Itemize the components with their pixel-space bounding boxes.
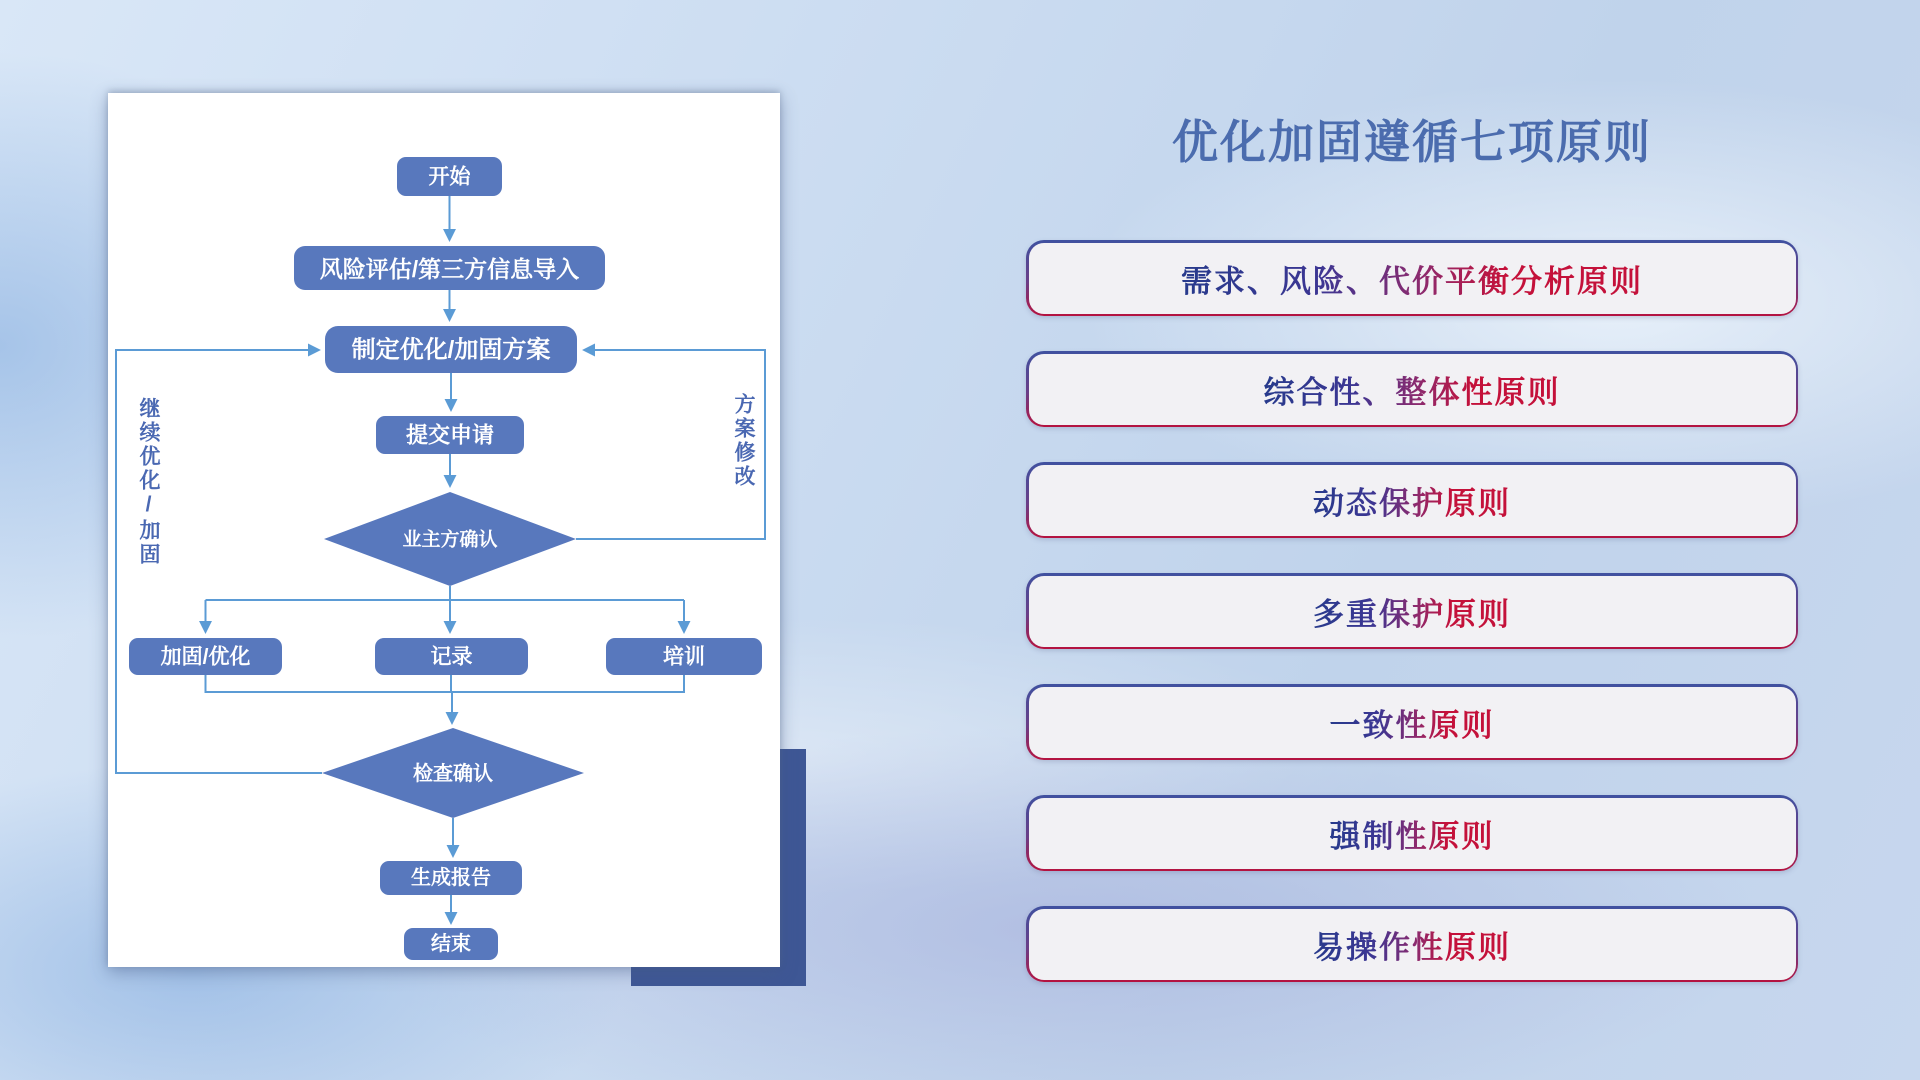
principle-label: 易操作性原则 xyxy=(1313,922,1511,967)
principle-label: 多重保护原则 xyxy=(1313,589,1511,634)
risk-import-node-label: 风险评估/第三方信息导入 xyxy=(319,256,580,282)
record-label: 记录 xyxy=(430,645,473,669)
principles-list xyxy=(1026,240,1798,1017)
principle-pill-inner xyxy=(1029,576,1796,647)
principle-pill xyxy=(1026,240,1798,316)
principle-label: 强制性原则 xyxy=(1330,811,1495,856)
page-title: 优化加固遵循七项原则 xyxy=(1172,116,1652,168)
training-label: 培训 xyxy=(663,645,705,669)
principle-pill xyxy=(1026,351,1798,427)
principle-pill xyxy=(1026,573,1798,649)
flowchart-diagram xyxy=(108,93,780,967)
plan-revision-edge-label: 方案修改 xyxy=(732,393,755,489)
principle-pill xyxy=(1026,462,1798,538)
owner-confirm-label: 业主方确认 xyxy=(402,529,498,551)
make-plan-node-label: 制定优化/加固方案 xyxy=(351,336,551,364)
principle-pill xyxy=(1026,684,1798,760)
continue-optimize-edge-label: 继续优化/加固 xyxy=(137,397,160,567)
principle-pill-inner xyxy=(1029,687,1796,758)
start-node-label: 开始 xyxy=(428,165,471,189)
principle-pill-inner xyxy=(1029,243,1796,314)
principle-pill-inner xyxy=(1029,465,1796,536)
flow-nodes xyxy=(129,157,762,960)
principle-pill-inner xyxy=(1029,354,1796,425)
generate-report-label: 生成报告 xyxy=(411,867,491,889)
principle-label: 动态保护原则 xyxy=(1313,478,1511,523)
principle-pill xyxy=(1026,795,1798,871)
principle-pill-inner xyxy=(1029,909,1796,980)
principle-label: 需求、风险、代价平衡分析原则 xyxy=(1181,256,1643,301)
principle-label: 综合性、整体性原则 xyxy=(1264,367,1561,412)
flowchart-card xyxy=(108,93,780,967)
end-node-label: 结束 xyxy=(431,933,471,955)
submit-request-node-label: 提交申请 xyxy=(405,422,495,448)
principle-label: 一致性原则 xyxy=(1330,700,1495,745)
principle-pill xyxy=(1026,906,1798,982)
check-confirm-label: 检查确认 xyxy=(413,763,493,785)
principle-pill-inner xyxy=(1029,798,1796,869)
reinforce-optimize-label: 加固/优化 xyxy=(160,645,251,669)
